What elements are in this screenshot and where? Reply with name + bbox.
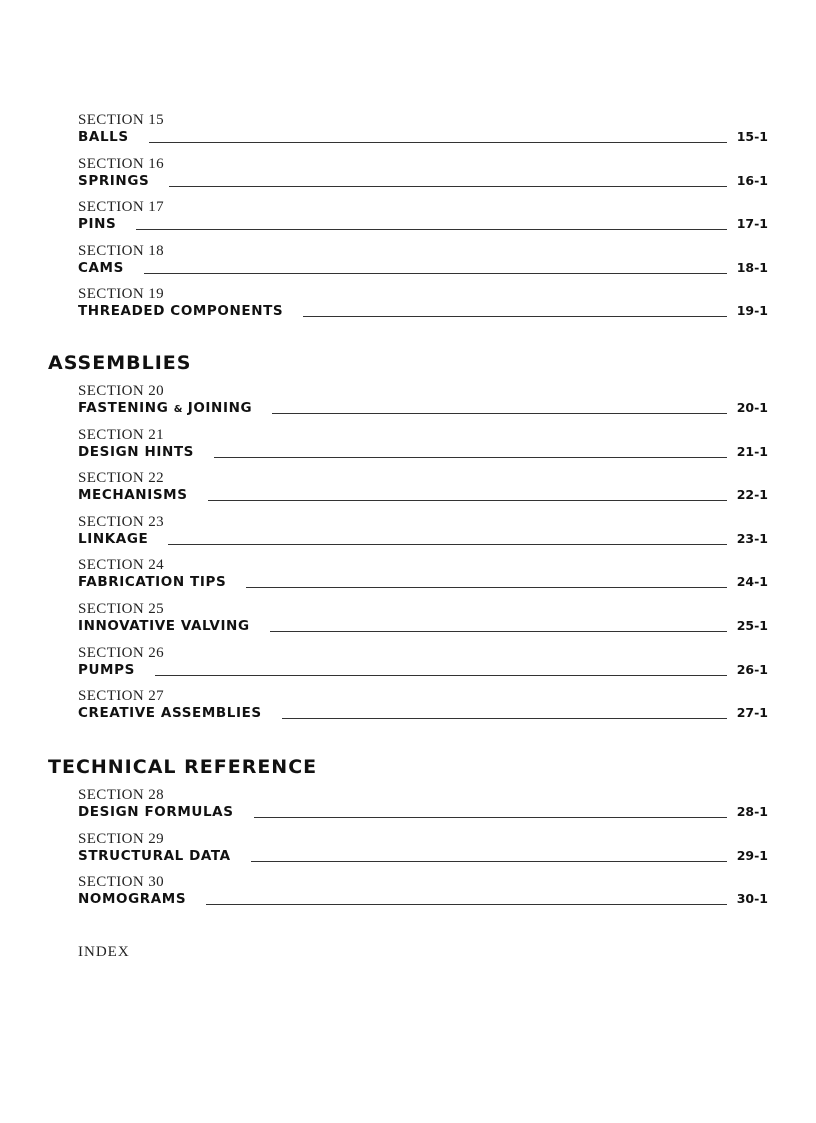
section-title: STRUCTURAL DATA bbox=[78, 847, 231, 864]
leader-line bbox=[208, 500, 727, 501]
leader-line bbox=[155, 675, 727, 676]
leader-line bbox=[251, 861, 727, 862]
toc-entry[interactable] bbox=[78, 487, 768, 505]
toc-entry[interactable] bbox=[78, 574, 768, 592]
section-title: SPRINGS bbox=[78, 172, 150, 189]
toc-entry[interactable] bbox=[78, 303, 768, 321]
leader-line bbox=[169, 186, 726, 187]
section-number: SECTION 25 bbox=[78, 601, 165, 617]
toc-entry[interactable] bbox=[78, 618, 768, 636]
toc-entry[interactable] bbox=[78, 216, 768, 234]
leader-line bbox=[206, 904, 727, 905]
toc-entry[interactable] bbox=[78, 848, 768, 866]
section-number: SECTION 15 bbox=[78, 112, 165, 128]
section-title: DESIGN HINTS bbox=[78, 443, 195, 460]
page-number: 18-1 bbox=[736, 259, 768, 275]
index-label[interactable]: INDEX bbox=[78, 944, 130, 960]
page-number: 24-1 bbox=[736, 574, 768, 590]
section-title: LINKAGE bbox=[78, 530, 149, 547]
leader-line bbox=[149, 142, 727, 143]
section-title: CAMS bbox=[78, 259, 124, 276]
leader-line bbox=[136, 229, 726, 230]
leader-line bbox=[144, 273, 727, 274]
section-number: SECTION 16 bbox=[78, 155, 165, 172]
leader-line bbox=[270, 631, 727, 632]
section-number: SECTION 21 bbox=[78, 426, 165, 443]
section-number: SECTION 19 bbox=[78, 286, 165, 303]
section-title: INNOVATIVE VALVING bbox=[78, 618, 250, 634]
page-number: 30-1 bbox=[736, 891, 768, 907]
section-title: FASTENING & JOINING bbox=[78, 400, 253, 416]
toc-entry[interactable] bbox=[78, 891, 768, 909]
section-title: CREATIVE ASSEMBLIES bbox=[78, 705, 262, 722]
section-number: SECTION 27 bbox=[78, 688, 165, 705]
section-title: PINS bbox=[78, 216, 117, 233]
page-number: 28-1 bbox=[736, 804, 768, 819]
leader-line bbox=[214, 457, 727, 458]
toc-entry[interactable] bbox=[78, 705, 768, 723]
section-number: SECTION 28 bbox=[78, 787, 165, 803]
section-number: SECTION 17 bbox=[78, 199, 165, 216]
section-title: THREADED COMPONENTS bbox=[78, 303, 284, 320]
toc-entry[interactable] bbox=[78, 129, 768, 147]
section-number: SECTION 20 bbox=[78, 383, 165, 399]
page-number: 19-1 bbox=[736, 303, 768, 319]
leader-line bbox=[168, 544, 726, 545]
ampersand: & bbox=[173, 404, 183, 415]
page-number: 23-1 bbox=[736, 530, 768, 546]
page-number: 25-1 bbox=[736, 618, 768, 633]
section-number: SECTION 26 bbox=[78, 644, 165, 661]
section-title: PUMPS bbox=[78, 661, 135, 678]
page-number: 26-1 bbox=[736, 661, 768, 677]
leader-line bbox=[254, 817, 727, 818]
section-title: BALLS bbox=[78, 129, 129, 145]
section-number: SECTION 18 bbox=[78, 242, 165, 259]
toc-entry[interactable] bbox=[78, 400, 768, 418]
toc-entry[interactable] bbox=[78, 173, 768, 191]
toc-entry[interactable] bbox=[78, 444, 768, 462]
leader-line bbox=[282, 718, 727, 719]
page-number: 21-1 bbox=[736, 443, 768, 459]
leader-line bbox=[272, 413, 727, 414]
toc-entry[interactable] bbox=[78, 260, 768, 278]
page-number: 29-1 bbox=[736, 847, 768, 863]
group-heading: ASSEMBLIES bbox=[48, 352, 192, 374]
page-number: 27-1 bbox=[736, 705, 768, 721]
leader-line bbox=[246, 587, 726, 588]
toc-entry[interactable] bbox=[78, 662, 768, 680]
page-number: 17-1 bbox=[736, 216, 768, 232]
section-title: NOMOGRAMS bbox=[78, 891, 187, 908]
group-heading: TECHNICAL REFERENCE bbox=[48, 756, 318, 778]
section-title: DESIGN FORMULAS bbox=[78, 804, 234, 820]
page-number: 20-1 bbox=[736, 400, 768, 415]
section-number: SECTION 29 bbox=[78, 830, 165, 847]
page-number: 22-1 bbox=[736, 487, 768, 503]
section-number: SECTION 30 bbox=[78, 874, 165, 891]
section-number: SECTION 22 bbox=[78, 470, 165, 487]
toc-entry[interactable] bbox=[78, 804, 768, 822]
page-number: 16-1 bbox=[736, 172, 768, 188]
section-number: SECTION 24 bbox=[78, 557, 165, 574]
toc-entry[interactable] bbox=[78, 531, 768, 549]
page-number: 15-1 bbox=[736, 129, 768, 144]
leader-line bbox=[303, 316, 726, 317]
section-title: MECHANISMS bbox=[78, 487, 188, 504]
section-number: SECTION 23 bbox=[78, 513, 165, 530]
section-title: FABRICATION TIPS bbox=[78, 574, 227, 591]
